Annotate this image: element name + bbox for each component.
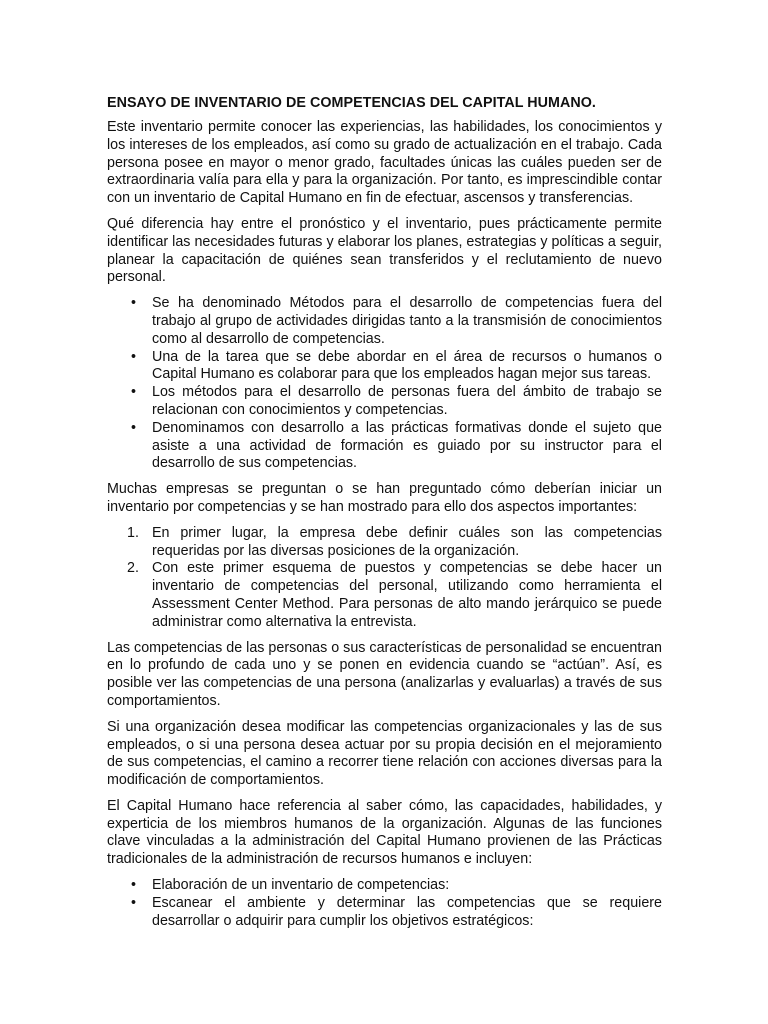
list-item: • Los métodos para el desarrollo de personas fuera del ámbito de trabajo se relacionan con conocimientos y competencias. (131, 384, 662, 418)
list-number: 1. (127, 524, 139, 541)
bullet-icon: • (131, 348, 137, 365)
paragraph-intro: Este inventario permite conocer las experiencias, las habilidades, los conocimientos y los intereses de los empleados, así como su grado de actualización en el trabajo. Cada persona posee en mayor o menor grado, facultades únicas las cuáles pueden ser de extraordinaria valía para ella y para la organización. Por tanto, es imprescindible contar con un inventario de Capital Humano en fin de efectuar, ascensos y transferencias. (107, 119, 662, 207)
list-item: 1. En primer lugar, la empresa debe definir cuáles son las competencias requeridas por las diversas posiciones de la organización. (127, 524, 662, 559)
paragraph-difference: Qué diferencia hay entre el pronóstico y el inventario, pues prácticamente permite identificar las necesidades futuras y elaborar los planes, estrategias y políticas a seguir, planear la capacitación de quiénes sean transferidos y el reclutamiento de nuevo personal. (107, 215, 662, 286)
paragraph-competencies: Las competencias de las personas o sus características de personalidad se encuentran en lo profundo de cada uno y se ponen en evidencia cuando se “actúan”. Así, es posible ver las competencias de una persona (analizarlas y evaluarlas) a través de sus comportamientos. (107, 639, 662, 709)
list-item: • Elaboración de un inventario de competencias: (131, 877, 450, 894)
numbered-list-aspects (107, 525, 662, 632)
bullet-icon: • (131, 295, 137, 312)
document-title: ENSAYO DE INVENTARIO DE COMPETENCIAS DEL CAPITAL HUMANO. (107, 95, 596, 111)
bullet-icon: • (131, 877, 137, 894)
bullet-list-functions (107, 877, 662, 930)
paragraph-capital-humano: El Capital Humano hace referencia al saber cómo, las capacidades, habilidades, y experticia de los miembros humanos de la organización. Algunas de las funciones clave vinculadas a la administración del Capital Humano provienen de las Prácticas tradicionales de la administración de recursos humanos e incluyen: (107, 797, 662, 868)
bullet-list-methods (107, 295, 662, 473)
bullet-icon: • (131, 894, 137, 911)
list-item: 2. Con este primer esquema de puestos y competencias se debe hacer un inventario de competencias del personal, utilizando como herramienta el Assessment Center Method. Para personas de alto mando jerárquico se puede administrar como alternativa la entrevista. (127, 560, 662, 630)
list-item: • Escanear el ambiente y determinar las competencias que se requiere desarrollar o adquirir para cumplir los objetivos estratégicos: (131, 894, 662, 929)
list-item: • Denominamos con desarrollo a las prácticas formativas donde el sujeto que asiste a una actividad de formación es guiado por su instructor para el desarrollo de sus competencias. (131, 419, 662, 472)
list-item: • Una de la tarea que se debe abordar en el área de recursos o humanos o Capital Humano es colaborar para que los empleados hagan mejor sus tareas. (131, 348, 662, 383)
list-item: • Se ha denominado Métodos para el desarrollo de competencias fuera del trabajo al grupo de actividades dirigidas tanto a la transmisión de conocimientos como al desarrollo de competencias. (131, 295, 662, 347)
paragraph-companies: Muchas empresas se preguntan o se han preguntado cómo deberían iniciar un inventario por competencias y se han mostrado para ello dos aspectos importantes: (107, 481, 662, 515)
bullet-icon: • (131, 419, 137, 436)
bullet-icon: • (131, 384, 137, 401)
list-number: 2. (127, 560, 139, 577)
paragraph-organization: Si una organización desea modificar las competencias organizacionales y las de sus empleados, o si una persona desea actuar por su propia decisión en el mejoramiento de sus competencias, el camino a recorrer tiene relación con acciones diversas para la modificación de comportamientos. (107, 718, 662, 789)
